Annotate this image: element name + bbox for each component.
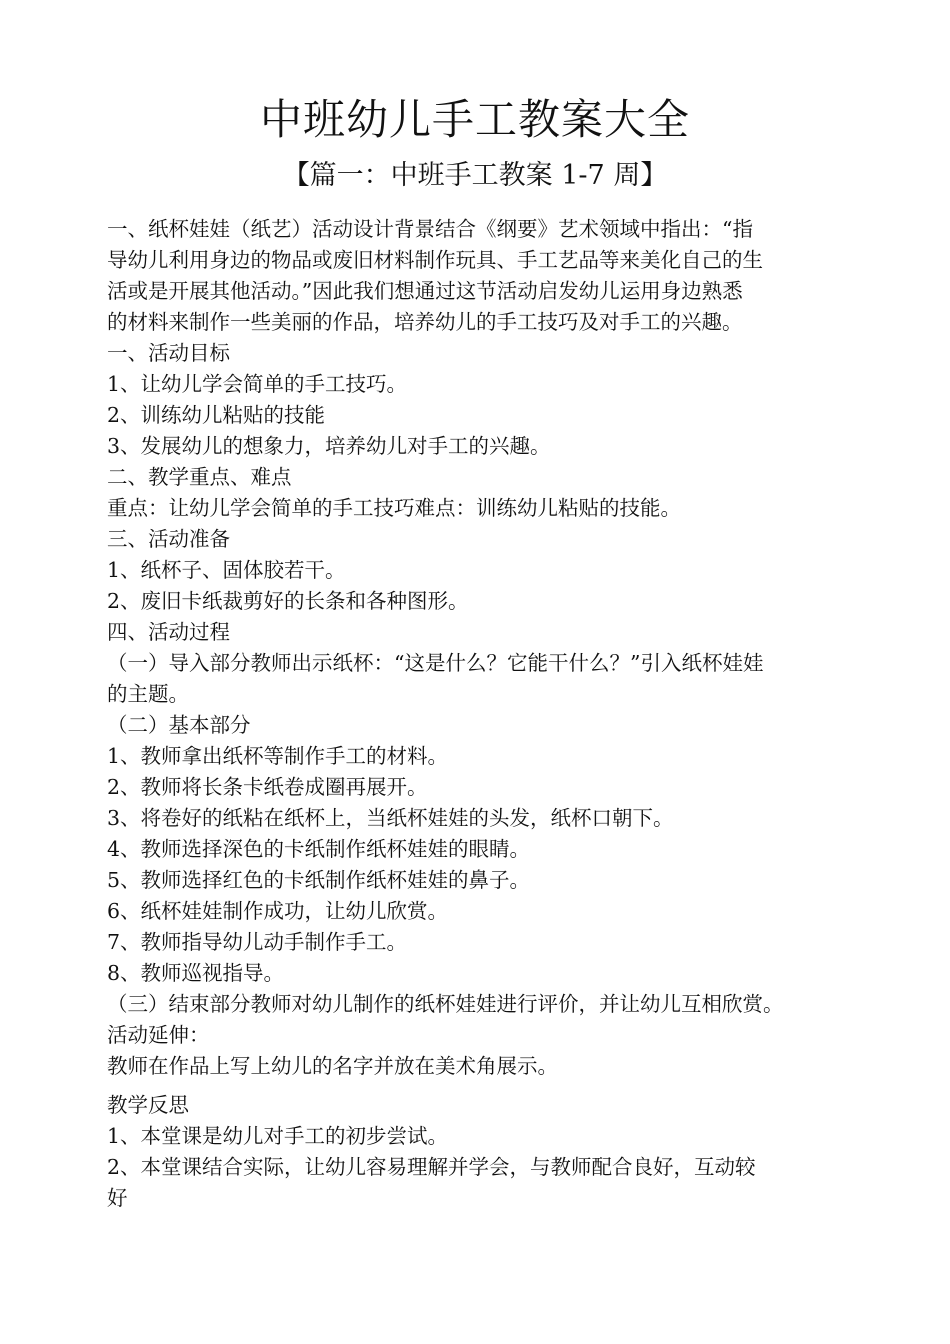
document-subtitle: 【篇一：中班手工教案 1-7 周】 bbox=[282, 160, 668, 191]
body-line: （一）导入部分教师出示纸杯：“这是什么？它能干什么？”引入纸杯娃娃 bbox=[107, 651, 764, 675]
list-item: 2、训练幼儿粘贴的技能 bbox=[107, 403, 326, 427]
list-item: 2、教师将长条卡纸卷成圈再展开。 bbox=[107, 775, 428, 799]
list-item: 好 bbox=[107, 1186, 128, 1210]
list-item: 1、纸杯子、固体胶若干。 bbox=[107, 558, 346, 582]
list-item: 1、教师拿出纸杯等制作手工的材料。 bbox=[107, 744, 449, 768]
body-line: 重点：让幼儿学会简单的手工技巧难点：训练幼儿粘贴的技能。 bbox=[107, 496, 681, 520]
list-item: 3、将卷好的纸粘在纸杯上，当纸杯娃娃的头发，纸杯口朝下。 bbox=[107, 806, 674, 830]
body-line: 的材料来制作一些美丽的作品，培养幼儿的手工技巧及对手工的兴趣。 bbox=[107, 310, 743, 334]
list-item: 5、教师选择红色的卡纸制作纸杯娃娃的鼻子。 bbox=[107, 868, 531, 892]
section-heading: 四、活动过程 bbox=[107, 620, 230, 644]
list-item: 2、本堂课结合实际，让幼儿容易理解并学会，与教师配合良好，互动较 bbox=[107, 1155, 756, 1179]
list-item: 6、纸杯娃娃制作成功，让幼儿欣赏。 bbox=[107, 899, 449, 923]
list-item: 8、教师巡视指导。 bbox=[107, 961, 285, 985]
section-heading: 三、活动准备 bbox=[107, 527, 230, 551]
body-line: 导幼儿利用身边的物品或废旧材料制作玩具、手工艺品等来美化自己的生 bbox=[107, 248, 763, 272]
body-line: 活或是开展其他活动。”因此我们想通过这节活动启发幼儿运用身边熟悉 bbox=[107, 279, 743, 303]
section-heading: 教学反思 bbox=[107, 1093, 189, 1117]
document-title: 中班幼儿手工教案大全 bbox=[259, 95, 690, 144]
list-item: 3、发展幼儿的想象力，培养幼儿对手工的兴趣。 bbox=[107, 434, 551, 458]
list-item: 1、让幼儿学会简单的手工技巧。 bbox=[107, 372, 408, 396]
section-heading: 活动延伸： bbox=[107, 1023, 210, 1047]
subsection-heading: （二）基本部分 bbox=[107, 713, 251, 737]
section-heading: 一、活动目标 bbox=[107, 341, 230, 365]
list-item: 4、教师选择深色的卡纸制作纸杯娃娃的眼睛。 bbox=[107, 837, 531, 861]
body-line: 的主题。 bbox=[107, 682, 189, 706]
document-body bbox=[107, 214, 887, 1214]
body-line: 一、纸杯娃娃（纸艺）活动设计背景结合《纲要》艺术领域中指出：“指 bbox=[107, 217, 753, 241]
body-line: 教师在作品上写上幼儿的名字并放在美术角展示。 bbox=[107, 1054, 558, 1078]
body-line: （三）结束部分教师对幼儿制作的纸杯娃娃进行评价，并让幼儿互相欣赏。 bbox=[107, 992, 784, 1016]
paragraph-gap bbox=[107, 1082, 887, 1090]
list-item: 1、本堂课是幼儿对手工的初步尝试。 bbox=[107, 1124, 449, 1148]
section-heading: 二、教学重点、难点 bbox=[107, 465, 292, 489]
list-item: 2、废旧卡纸裁剪好的长条和各种图形。 bbox=[107, 589, 469, 613]
list-item: 7、教师指导幼儿动手制作手工。 bbox=[107, 930, 408, 954]
